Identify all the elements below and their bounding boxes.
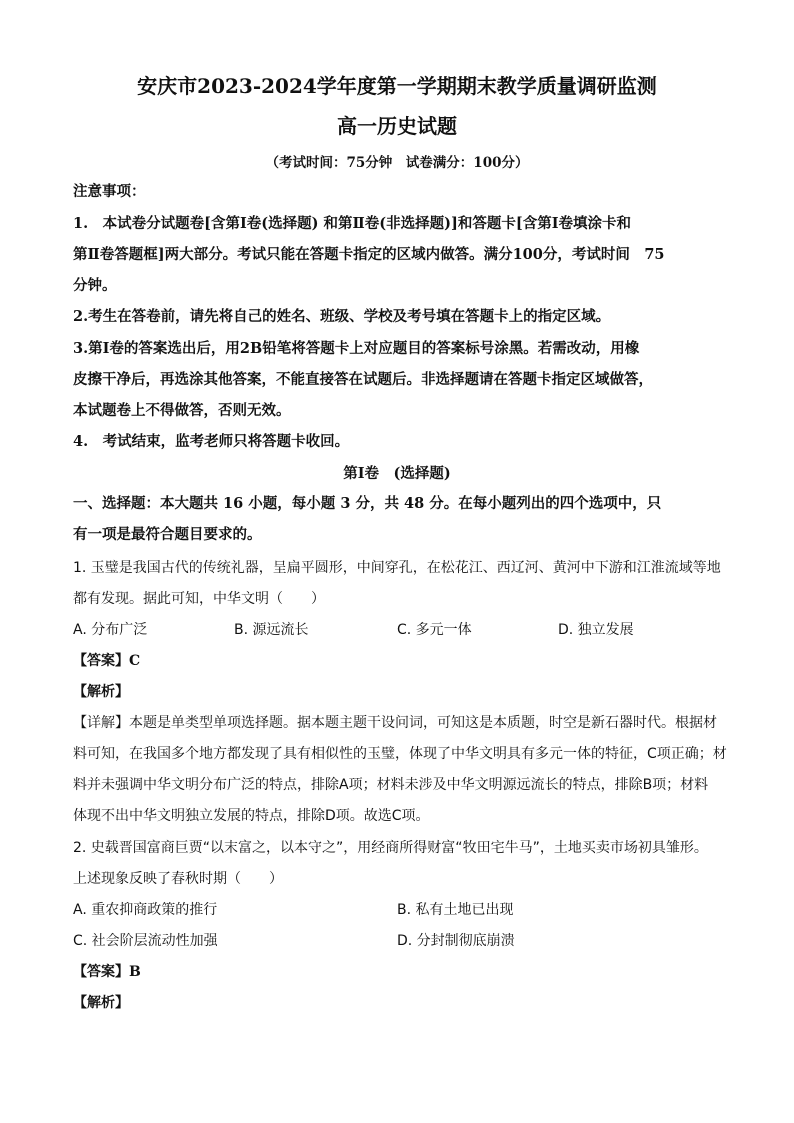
notice-line: 3.第Ⅰ卷的答案选出后，用2B铅笔将答题卡上对应题目的答案标号涂黑。若需改动，用橡 (73, 340, 640, 357)
notice-line: 4. 考试结束，监考老师只将答题卡收回。 (73, 433, 350, 450)
question-2-stem: 2. 史载晋国富商巨贾“以末富之，以本守之”，用经商所得财富“牧田宅牛马”，土地买卖市场初具雏形。 (73, 840, 708, 856)
question-1-detail: 料并未强调中华文明分布广泛的特点，排除A项；材料未涉及中华文明源远流长的特点，排除B项；材料 (73, 777, 709, 793)
notice-line: 1. 本试卷分试题卷[含第Ⅰ卷(选择题) 和第Ⅱ卷(非选择题)]和答题卡[含第Ⅰ卷填涂卡和 (73, 215, 631, 232)
question-1-option-b: B. 源远流长 (234, 622, 309, 638)
section-title: 第Ⅰ卷 (选择题) (343, 465, 451, 482)
notice-line: 第Ⅱ卷答题框]两大部分。考试只能在答题卡指定的区域内做答。满分100分，考试时间 75 (73, 246, 665, 263)
question-1-detail: 料可知，在我国多个地方都发现了具有相似性的玉璧，体现了中华文明具有多元一体的特征，C项正确；材 (73, 746, 727, 762)
question-2-analysis-label: 【解析】 (73, 995, 129, 1011)
question-2-option-a: A. 重农抑商政策的推行 (73, 902, 218, 918)
question-2-option-c: C. 社会阶层流动性加强 (73, 933, 218, 949)
exam-title: 安庆市2023-2024学年度第一学期期末教学质量调研监测 (137, 74, 657, 98)
notice-line: 皮擦干净后，再选涂其他答案，不能直接答在试题后。非选择题请在答题卡指定区域做答， (73, 371, 653, 388)
question-1-detail: 体现不出中华文明独立发展的特点，排除D项。故选C项。 (73, 808, 430, 824)
notice-line: 2.考生在答卷前，请先将自己的姓名、班级、学校及考号填在答题卡上的指定区域。 (73, 308, 611, 325)
question-1-stem: 1. 玉璧是我国古代的传统礼器，呈扁平圆形，中间穿孔，在松花江、西辽河、黄河中下游和江淮流域等地 (73, 560, 721, 576)
question-2-answer: 【答案】B (73, 964, 141, 980)
question-1-option-c: C. 多元一体 (397, 622, 472, 638)
question-1-detail: 【详解】本题是单类型单项选择题。据本题主题干设问词，可知这是本质题，时空是新石器时代。根据材 (73, 715, 717, 731)
question-1-answer: 【答案】C (73, 653, 141, 669)
question-2-option-b: B. 私有土地已出现 (397, 902, 514, 918)
question-2-stem: 上述现象反映了春秋时期（ ） (73, 871, 283, 887)
question-2-option-d: D. 分封制彻底崩溃 (397, 933, 515, 949)
notice-line: 分钟。 (73, 277, 117, 294)
section-instruction: 有一项是最符合题目要求的。 (73, 526, 262, 543)
notice-heading: 注意事项： (73, 183, 146, 200)
exam-info: （考试时间：75分钟 试卷满分：100分） (265, 155, 529, 171)
notice-line: 本试题卷上不得做答，否则无效。 (73, 402, 291, 419)
exam-subtitle: 高一历史试题 (337, 114, 457, 138)
question-1-analysis-label: 【解析】 (73, 684, 129, 700)
section-instruction: 一、选择题：本大题共 16 小题，每小题 3 分，共 48 分。在每小题列出的四个选项中，只 (73, 495, 662, 512)
question-1-option-d: D. 独立发展 (558, 622, 634, 638)
question-1-stem: 都有发现。据此可知，中华文明（ ） (73, 591, 325, 607)
question-1-option-a: A. 分布广泛 (73, 622, 148, 638)
